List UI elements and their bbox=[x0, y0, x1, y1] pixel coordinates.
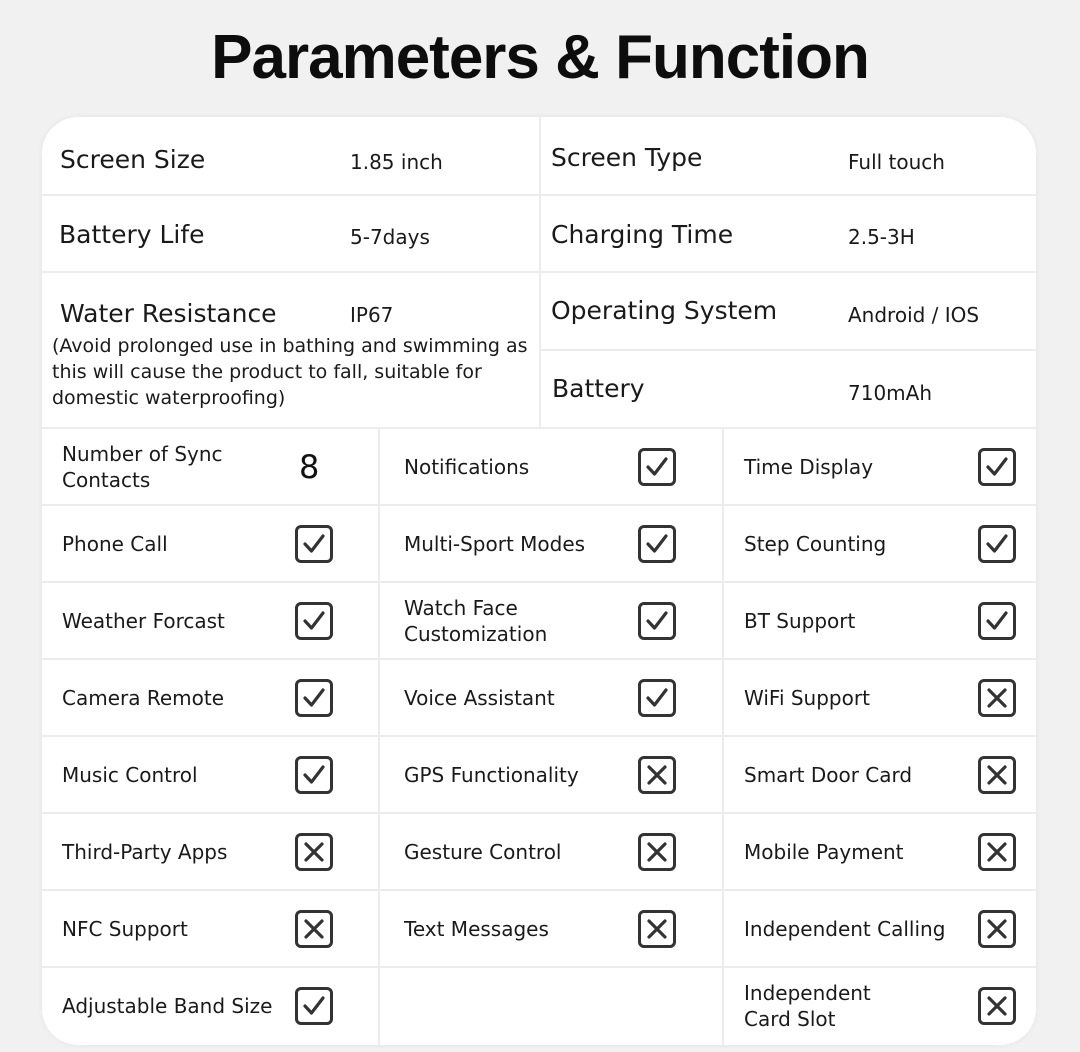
param-charging-time bbox=[541, 195, 1036, 272]
param-value: IP67 bbox=[350, 303, 394, 327]
feature-label: NFC Support bbox=[62, 916, 188, 941]
checkbox-crossed-icon bbox=[978, 679, 1016, 717]
param-value: Android / IOS bbox=[848, 303, 980, 327]
feature-label: BT Support bbox=[744, 608, 856, 633]
checkbox-checked-icon bbox=[295, 602, 333, 640]
checkbox-checked-icon bbox=[978, 525, 1016, 563]
param-label: Operating System bbox=[551, 296, 778, 325]
features-grid bbox=[42, 428, 1036, 1045]
param-label: Water Resistance bbox=[60, 299, 277, 328]
feature-watch-face-customization bbox=[378, 582, 722, 659]
feature-independent-card-slot bbox=[722, 967, 1036, 1045]
feature-label: Weather Forcast bbox=[62, 608, 225, 633]
param-water-resistance bbox=[42, 272, 539, 428]
divider bbox=[539, 117, 541, 428]
checkbox-crossed-icon bbox=[638, 756, 676, 794]
param-label: Screen Size bbox=[60, 145, 206, 174]
checkbox-checked-icon bbox=[638, 448, 676, 486]
feature-camera-remote bbox=[42, 659, 378, 736]
feature-third-party-apps bbox=[42, 813, 378, 890]
checkbox-crossed-icon bbox=[978, 756, 1016, 794]
feature-label: Smart Door Card bbox=[744, 762, 913, 787]
water-resistance-note: (Avoid prolonged use in bathing and swimming as this will cause the product to fall, suitable for domestic waterproofing) bbox=[52, 335, 528, 409]
checkbox-checked-icon bbox=[295, 679, 333, 717]
feature-label: Number of Sync Contacts bbox=[62, 441, 223, 492]
feature-label: Independent Calling bbox=[744, 916, 946, 941]
feature-notifications bbox=[378, 428, 722, 505]
feature-number-value: 8 bbox=[299, 448, 320, 486]
param-value: 5-7days bbox=[350, 225, 430, 249]
feature-label: Independent Card Slot bbox=[744, 981, 871, 1031]
feature-label: Time Display bbox=[744, 454, 874, 479]
checkbox-checked-icon bbox=[978, 602, 1016, 640]
checkbox-crossed-icon bbox=[295, 910, 333, 948]
feature-music-control bbox=[42, 736, 378, 813]
checkbox-crossed-icon bbox=[638, 910, 676, 948]
param-screen-type bbox=[541, 117, 1036, 195]
param-screen-size bbox=[42, 117, 539, 195]
feature-label: Music Control bbox=[62, 762, 198, 787]
param-value: 1.85 inch bbox=[350, 150, 443, 174]
feature-label: Adjustable Band Size bbox=[62, 994, 273, 1018]
feature-label: Multi-Sport Modes bbox=[404, 531, 586, 556]
param-operating-system bbox=[541, 272, 1036, 350]
feature-number-of-sync-contacts bbox=[42, 428, 378, 505]
param-battery bbox=[541, 350, 1036, 428]
checkbox-checked-icon bbox=[638, 679, 676, 717]
feature-multi-sport-modes bbox=[378, 505, 722, 582]
param-value: 710mAh bbox=[848, 381, 933, 405]
param-label: Screen Type bbox=[551, 143, 703, 172]
feature-label: Phone Call bbox=[62, 531, 168, 556]
param-battery-life bbox=[42, 195, 539, 272]
feature-gesture-control bbox=[378, 813, 722, 890]
feature-independent-calling bbox=[722, 890, 1036, 967]
feature-phone-call bbox=[42, 505, 378, 582]
feature-smart-door-card bbox=[722, 736, 1036, 813]
feature-label: Camera Remote bbox=[62, 685, 225, 710]
feature-nfc-support bbox=[42, 890, 378, 967]
page-title: Parameters & Function bbox=[211, 23, 869, 92]
feature-adjustable-band-size bbox=[42, 967, 378, 1045]
feature-weather-forcast bbox=[42, 582, 378, 659]
checkbox-checked-icon bbox=[295, 525, 333, 563]
spec-card bbox=[42, 117, 1036, 1045]
param-label: Battery bbox=[552, 374, 645, 403]
feature-label: GPS Functionality bbox=[404, 762, 579, 787]
divider bbox=[539, 349, 1036, 351]
feature-label: Notifications bbox=[404, 454, 530, 479]
feature-label: Voice Assistant bbox=[404, 685, 555, 710]
checkbox-checked-icon bbox=[638, 525, 676, 563]
feature-time-display bbox=[722, 428, 1036, 505]
checkbox-crossed-icon bbox=[978, 833, 1016, 871]
param-label: Charging Time bbox=[551, 220, 734, 249]
checkbox-crossed-icon bbox=[978, 910, 1016, 948]
checkbox-crossed-icon bbox=[295, 833, 333, 871]
feature-label: WiFi Support bbox=[744, 685, 870, 710]
checkbox-checked-icon bbox=[638, 602, 676, 640]
feature-text-messages bbox=[378, 890, 722, 967]
feature-label: Third-Party Apps bbox=[62, 839, 228, 864]
checkbox-checked-icon bbox=[295, 987, 333, 1025]
feature-label: Mobile Payment bbox=[744, 839, 904, 864]
feature-label: Watch Face Customization bbox=[404, 595, 548, 646]
param-value: 2.5-3H bbox=[848, 225, 915, 249]
checkbox-crossed-icon bbox=[978, 987, 1016, 1025]
checkbox-checked-icon bbox=[295, 756, 333, 794]
param-value: Full touch bbox=[848, 150, 945, 174]
checkbox-checked-icon bbox=[978, 448, 1016, 486]
param-label: Battery Life bbox=[59, 220, 205, 249]
feature-wifi-support bbox=[722, 659, 1036, 736]
feature-voice-assistant bbox=[378, 659, 722, 736]
feature-step-counting bbox=[722, 505, 1036, 582]
feature-label: Step Counting bbox=[744, 531, 887, 556]
feature-label: Text Messages bbox=[404, 916, 549, 941]
parameters-section bbox=[42, 117, 1036, 428]
feature-gps-functionality bbox=[378, 736, 722, 813]
feature-label: Gesture Control bbox=[404, 839, 562, 864]
checkbox-crossed-icon bbox=[638, 833, 676, 871]
feature-empty bbox=[378, 967, 722, 1045]
feature-mobile-payment bbox=[722, 813, 1036, 890]
feature-bt-support bbox=[722, 582, 1036, 659]
